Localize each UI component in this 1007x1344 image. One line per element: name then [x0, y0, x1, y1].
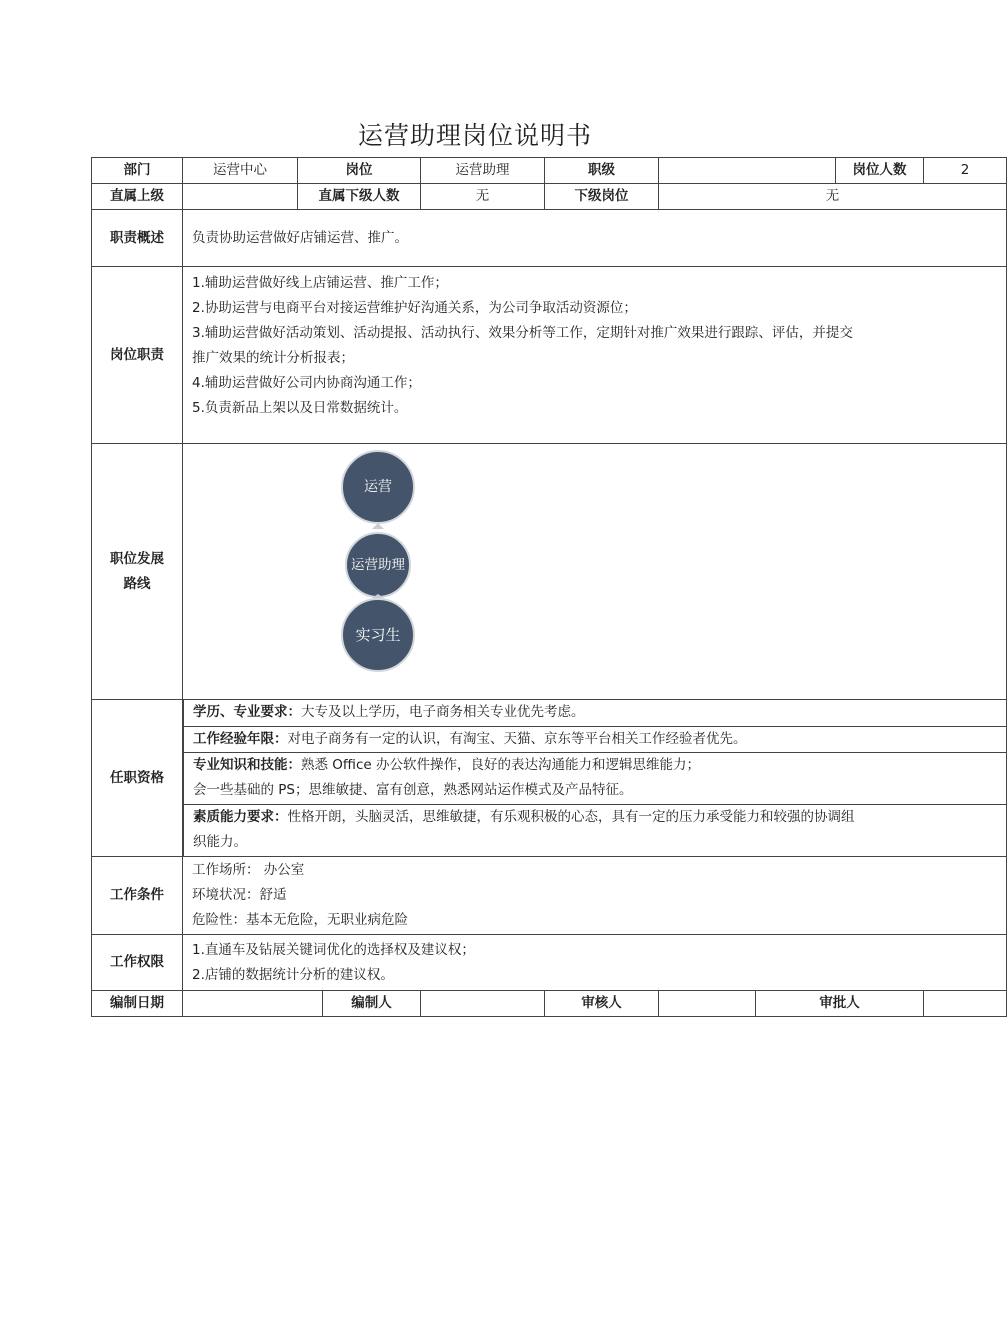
row-summary	[92, 210, 1007, 267]
duty-line: 3.辅助运营做好活动策划、活动提报、活动执行、效果分析等工作，定期针对推广效果进行跟踪、评估，并提交	[192, 325, 853, 341]
reviewer-value	[659, 991, 756, 1017]
duty-line: 2.协助运营与电商平台对接运营维护好沟通关系，为公司争取活动资源位；	[192, 300, 637, 316]
superior-label: 直属上级	[92, 184, 183, 210]
approver-label: 审批人	[756, 991, 924, 1017]
condition-line: 工作场所： 办公室	[192, 862, 305, 878]
grade-label: 职级	[545, 158, 659, 184]
row-duties	[92, 267, 1007, 444]
quality-text-2: 织能力。	[193, 834, 247, 851]
document-title: 运营助理岗位说明书	[357, 121, 592, 150]
superior-value	[183, 184, 298, 210]
duty-line: 1.辅助运营做好线上店铺运营、推广工作；	[192, 275, 448, 291]
job-description-table	[91, 157, 1007, 1017]
date-label: 编制日期	[92, 991, 183, 1017]
row-basic-info	[92, 158, 1007, 184]
duties-content	[183, 267, 1007, 444]
experience-row	[184, 726, 1007, 752]
authority-line: 2.店铺的数据统计分析的建议权。	[192, 966, 394, 983]
date-value	[183, 991, 323, 1017]
post-label: 岗位	[298, 158, 421, 184]
skills-key: 专业知识和技能：	[193, 757, 301, 773]
education-text: 大专及以上学历，电子商务相关专业优先考虑。	[301, 704, 585, 721]
skills-text-2: 会一些基础的 PS；思维敏捷、富有创意，熟悉网站运作模式及产品特征。	[193, 782, 633, 798]
education-key: 学历、专业要求：	[193, 704, 301, 721]
authority-line: 1.直通车及钻展关键词优化的选择权及建议权；	[192, 941, 475, 958]
duties-label: 岗位职责	[92, 267, 183, 444]
grade-value	[659, 158, 836, 184]
row-qualifications	[92, 700, 1007, 857]
duty-line: 4.辅助运营做好公司内协商沟通工作；	[192, 375, 421, 391]
duty-line: 推广效果的统计分析报表；	[192, 350, 354, 366]
summary-text: 负责协助运营做好店铺运营、推广。	[183, 210, 1007, 267]
conditions-label: 工作条件	[92, 857, 183, 935]
skills-row	[184, 752, 1007, 804]
sub-count-value: 无	[421, 184, 545, 210]
condition-line: 环境状况：舒适	[192, 887, 287, 903]
row-authority	[92, 935, 1007, 991]
quality-key: 素质能力要求：	[193, 809, 288, 826]
education-row	[184, 700, 1007, 726]
quality-row	[184, 804, 1007, 856]
headcount-value: 2	[924, 158, 1007, 184]
career-label-line1: 职位发展	[110, 550, 164, 567]
qualifications-cell	[183, 700, 1007, 857]
headcount-label: 岗位人数	[836, 158, 924, 184]
row-signoff	[92, 991, 1007, 1017]
career-label	[92, 444, 183, 700]
summary-label: 职责概述	[92, 210, 183, 267]
career-label-line2: 路线	[123, 575, 151, 592]
sub-count-label: 直属下级人数	[298, 184, 421, 210]
career-node-assistant: 运营助理	[345, 532, 411, 598]
dept-value: 运营中心	[183, 158, 298, 184]
author-label: 编制人	[323, 991, 421, 1017]
approver-value	[924, 991, 1007, 1017]
reviewer-label: 审核人	[545, 991, 659, 1017]
sub-post-value: 无	[659, 184, 1007, 210]
experience-key: 工作经验年限：	[193, 730, 288, 747]
qualifications-table	[183, 700, 1007, 856]
authority-label: 工作权限	[92, 935, 183, 991]
authority-content	[183, 935, 1007, 991]
career-path-chart	[183, 444, 1006, 699]
career-chart-cell	[183, 444, 1007, 700]
career-node-operations: 运营	[341, 450, 415, 524]
up-arrow-icon	[372, 523, 384, 529]
career-node-intern: 实习生	[341, 598, 415, 672]
condition-line: 危险性：基本无危险，无职业病危险	[192, 912, 408, 928]
skills-text: 熟悉 Office 办公软件操作，良好的表达沟通能力和逻辑思维能力；	[301, 757, 700, 773]
sub-post-label: 下级岗位	[545, 184, 659, 210]
post-value: 运营助理	[421, 158, 545, 184]
quality-text: 性格开朗，头脑灵活，思维敏捷，有乐观积极的心态，具有一定的压力承受能力和较强的协调组	[287, 809, 855, 826]
row-conditions	[92, 857, 1007, 935]
conditions-content	[183, 857, 1007, 935]
row-reporting	[92, 184, 1007, 210]
experience-text: 对电子商务有一定的认识，有淘宝、天猫、京东等平台相关工作经验者优先。	[287, 730, 747, 747]
author-value	[421, 991, 545, 1017]
qualifications-label: 任职资格	[92, 700, 183, 857]
duty-line: 5.负责新品上架以及日常数据统计。	[192, 400, 408, 416]
dept-label: 部门	[92, 158, 183, 184]
row-career-path	[92, 444, 1007, 700]
